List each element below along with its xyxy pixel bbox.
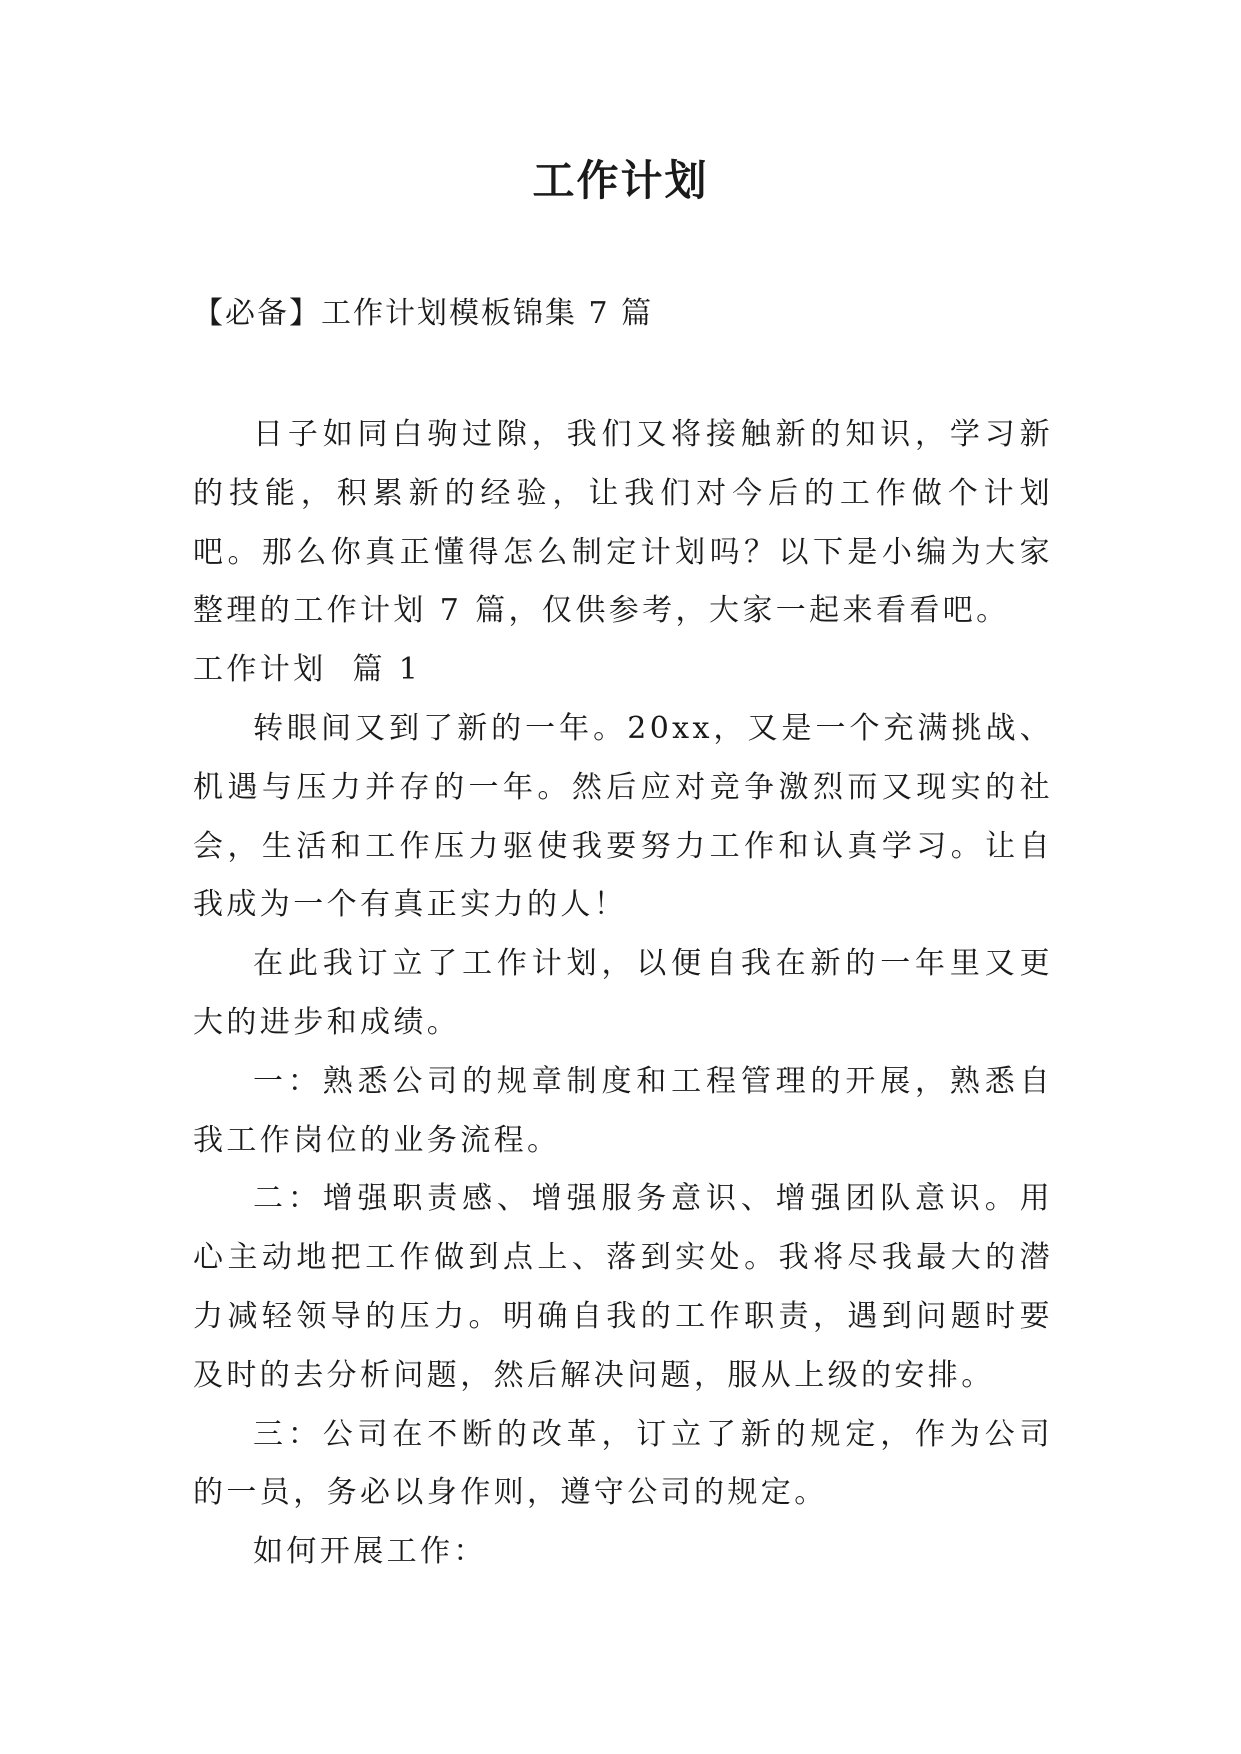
body-paragraph: 如何开展工作： (253, 1534, 487, 1570)
document-subtitle: 【必备】工作计划模板锦集 7 篇 (193, 296, 654, 331)
document-body (193, 406, 1053, 1582)
section-heading: 工作计划 篇 1 (193, 652, 422, 688)
body-paragraph: 三：公司在不断的改革，订立了新的规定，作为公司的一员，务必以身作则，遵守公司的规定。 (193, 1416, 1053, 1511)
intro-paragraph: 日子如同白驹过隙，我们又将接触新的知识，学习新的技能，积累新的经验，让我们对今后的工作做个计划吧。那么你真正懂得怎么制定计划吗？以下是小编为大家整理的工作计划 7 篇，仅供参考，大家一起来看看吧。 (193, 417, 1053, 629)
document-title: 工作计划 (532, 156, 709, 205)
body-paragraph: 二：增强职责感、增强服务意识、增强团队意识。用心主动地把工作做到点上、落到实处。我将尽我最大的潜力减轻领导的压力。明确自我的工作职责，遇到问题时要及时的去分析问题，然后解决问题，服从上级的安排。 (193, 1181, 1053, 1393)
body-paragraph: 转眼间又到了新的一年。20xx，又是一个充满挑战、机遇与压力并存的一年。然后应对竞争激烈而又现实的社会，生活和工作压力驱使我要努力工作和认真学习。让自我成为一个有真正实力的人！ (193, 710, 1053, 923)
body-paragraph: 一：熟悉公司的规章制度和工程管理的开展，熟悉自我工作岗位的业务流程。 (193, 1063, 1053, 1158)
body-paragraph: 在此我订立了工作计划，以便自我在新的一年里又更大的进步和成绩。 (193, 946, 1053, 1040)
